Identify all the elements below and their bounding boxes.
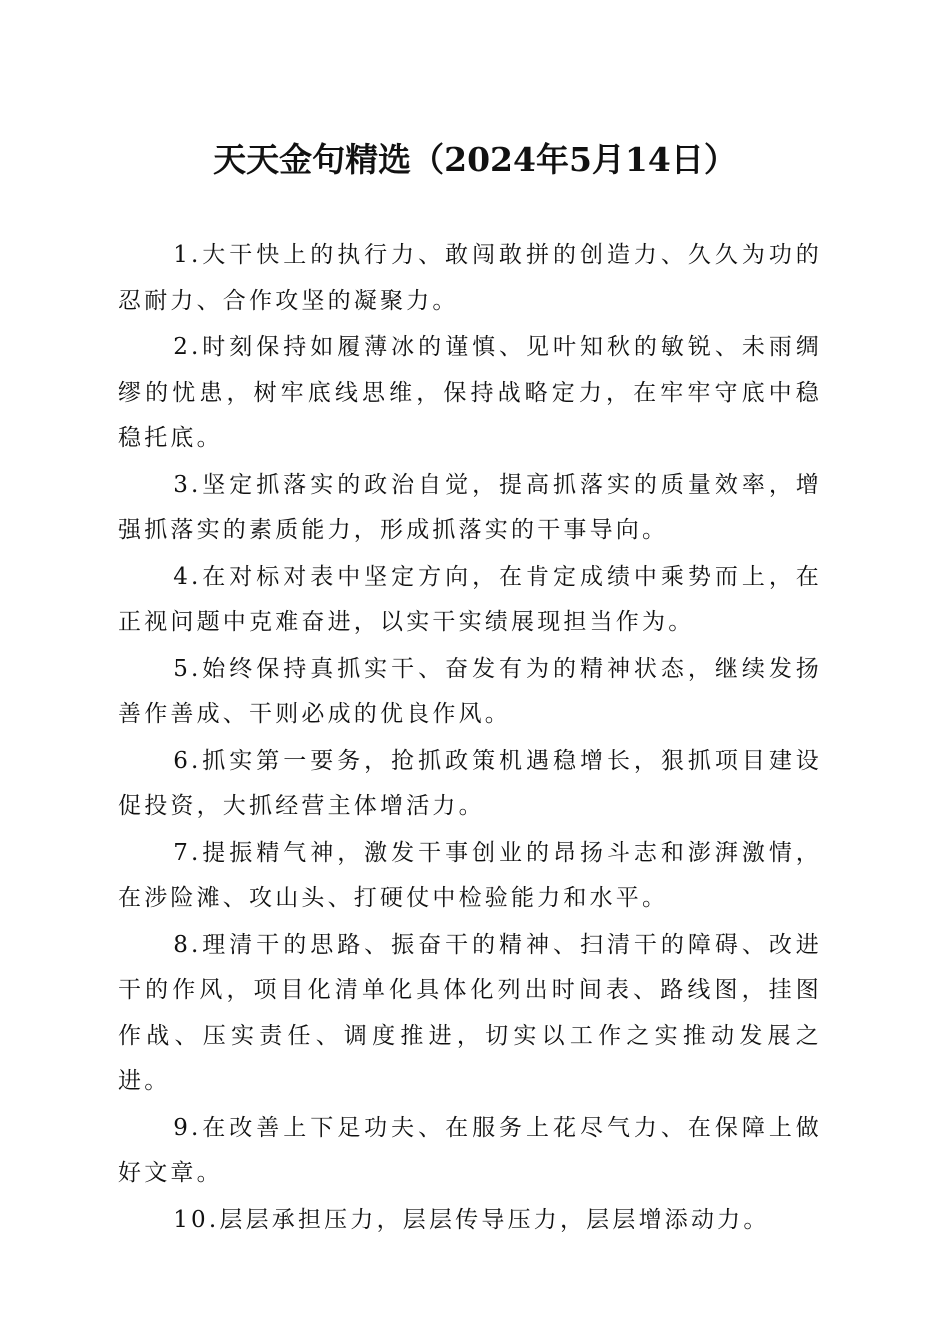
paragraph-1: 1.大干快上的执行力、敢闯敢拼的创造力、久久为功的忍耐力、合作攻坚的凝聚力。: [118, 242, 822, 314]
document-title: 天天金句精选（2024年5月14日）: [213, 140, 737, 179]
paragraph-7: 7.提振精气神，激发干事创业的昂扬斗志和澎湃激情，在涉险滩、攻山头、打硬仗中检验能力和水平。: [118, 839, 822, 911]
paragraph-5: 5.始终保持真抓实干、奋发有为的精神状态，继续发扬善作善成、干则必成的优良作风。: [118, 655, 822, 727]
document-body: [118, 233, 822, 1244]
paragraph-8: 8.理清干的思路、振奋干的精神、扫清干的障碍、改进干的作风，项目化清单化具体化列出时间表、路线图，挂图作战、压实责任、调度推进，切实以工作之实推动发展之进。: [118, 931, 822, 1094]
paragraph-3: 3.坚定抓落实的政治自觉，提高抓落实的质量效率，增强抓落实的素质能力，形成抓落实的干事导向。: [118, 471, 822, 543]
paragraph-4: 4.在对标对表中坚定方向，在肯定成绩中乘势而上，在正视问题中克难奋进，以实干实绩展现担当作为。: [118, 563, 822, 635]
paragraph-9: 9.在改善上下足功夫、在服务上花尽气力、在保障上做好文章。: [118, 1114, 822, 1186]
paragraph-6: 6.抓实第一要务，抢抓政策机遇稳增长，狠抓项目建设促投资，大抓经营主体增活力。: [118, 747, 822, 819]
paragraph-10: 10.层层承担压力，层层传导压力，层层增添动力。: [173, 1206, 770, 1233]
paragraph-2: 2.时刻保持如履薄冰的谨慎、见叶知秋的敏锐、未雨绸缪的忧患，树牢底线思维，保持战略定力，在牢牢守底中稳稳托底。: [118, 334, 822, 451]
